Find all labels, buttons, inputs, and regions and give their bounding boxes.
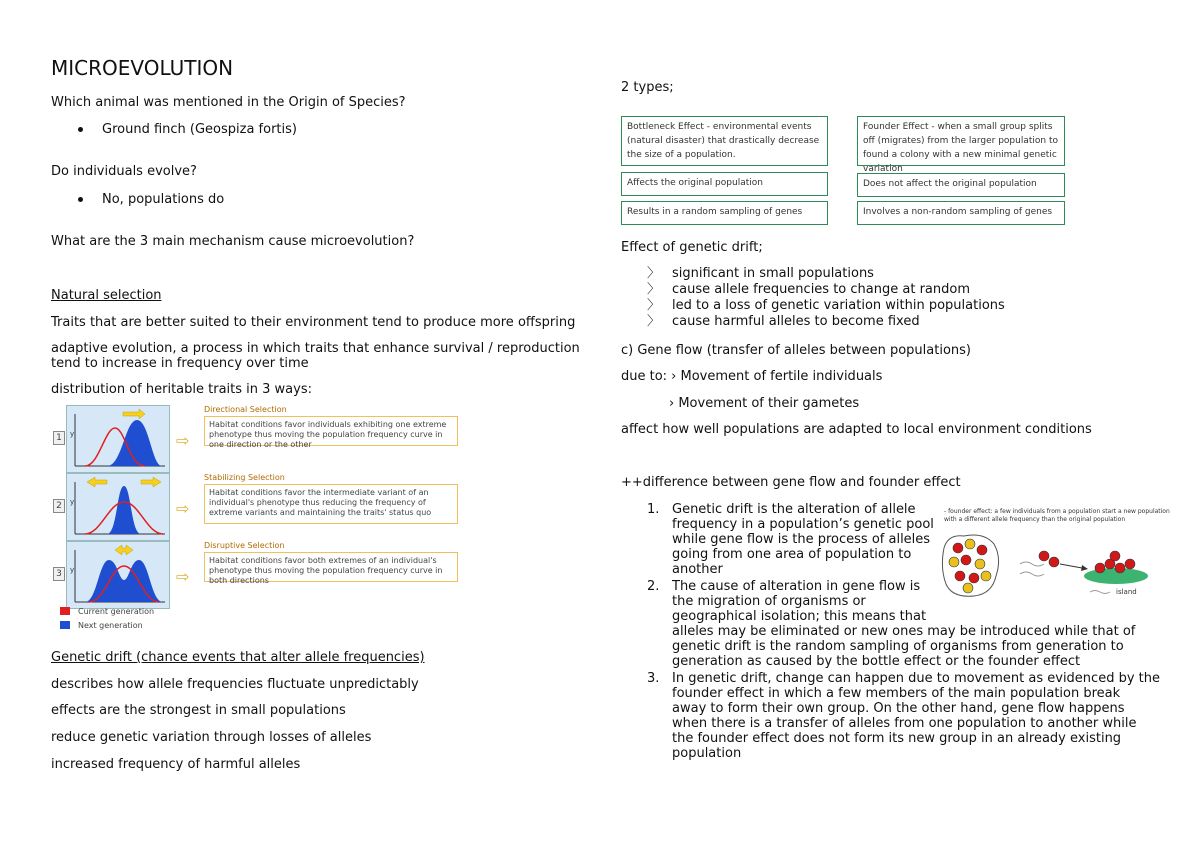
two-types-label: 2 types; xyxy=(621,80,674,95)
row-number: 2 xyxy=(53,499,65,513)
row-number: 3 xyxy=(53,567,65,581)
list-number-3: 3. xyxy=(647,671,660,686)
answer-origin-species: Ground finch (Geospiza fortis) xyxy=(102,122,297,137)
y-axis-label: y xyxy=(70,566,75,574)
difference-item-1: Genetic drift is the alteration of allele frequency in a population’s genetic pool while gene flow is the process of alleles going from one area of population to another xyxy=(672,502,934,577)
bullet-dot-icon xyxy=(78,127,83,132)
difference-item-3: In genetic drift, change can happen due to movement as evidenced by the founder effect in which a few members of the main population break away to form their own group. On the other hand, gene flow happens when there is a transfer of alleles from one population to another while the founder effect does not form its new group in an already existing population xyxy=(672,671,1160,761)
genetic-drift-text-3: reduce genetic variation through losses of alleles xyxy=(51,730,372,745)
chevron-right-icon: 〉 xyxy=(647,314,661,329)
y-axis-label: y xyxy=(70,430,75,438)
directional-description: Habitat conditions favor individuals exhibiting one extreme phenotype thus moving the population frequency curve in one direction or the other xyxy=(204,416,458,446)
list-number-1: 1. xyxy=(647,502,660,517)
hollow-arrow-icon: ⇨ xyxy=(176,567,190,586)
effect-item-2: cause allele frequencies to change at random xyxy=(672,282,970,297)
effect-item-4: cause harmful alleles to become fixed xyxy=(672,314,920,329)
natural-selection-heading: Natural selection xyxy=(51,288,162,303)
answer-individuals-evolve: No, populations do xyxy=(102,192,225,207)
founder-results-box: Involves a non-random sampling of genes xyxy=(857,201,1065,225)
genetic-drift-text-2: effects are the strongest in small populations xyxy=(51,703,346,718)
disruptive-description: Habitat conditions favor both extremes of an individual's phenotype thus moving the population frequency curve in both directions xyxy=(204,552,458,582)
difference-heading: ++difference between gene flow and founder effect xyxy=(621,475,961,490)
hollow-arrow-icon: ⇨ xyxy=(176,431,190,450)
disruptive-plot xyxy=(66,541,170,609)
stabilizing-description: Habitat conditions favor the intermediate variant of an individual's phenotype thus reducing the frequency of extreme variants and maintaining the traits' status quo xyxy=(204,484,458,524)
selection-row-directional xyxy=(50,405,462,471)
chevron-right-icon: 〉 xyxy=(647,282,661,297)
selection-row-stabilizing xyxy=(50,473,462,539)
gene-flow-due-to-2: › Movement of their gametes xyxy=(669,396,860,411)
question-mechanisms: What are the 3 main mechanism cause microevolution? xyxy=(51,234,415,249)
figure-caption-a: - founder effect: a few individuals from a population start a new population xyxy=(944,508,1170,515)
bottleneck-results-box: Results in a random sampling of genes xyxy=(621,201,828,225)
selection-row-disruptive xyxy=(50,541,462,607)
page-title: MICROEVOLUTION xyxy=(51,56,234,80)
founder-effect-box: Founder Effect - when a small group splits off (migrates) from the larger population to found a colony with a new minimal genetic variation xyxy=(857,116,1065,166)
chevron-right-icon: 〉 xyxy=(647,298,661,313)
founder-effect-figure xyxy=(940,508,1170,600)
legend-swatch-current xyxy=(60,607,70,615)
selection-types-figure xyxy=(50,405,462,633)
difference-item-2: The cause of alteration in gene flow is the migration of organisms or geographical isolation; this means that alleles may be eliminated or new ones may be introduced while that of genetic drift is the random sampling of organisms from generation to generation as caused by the bottle effect or the founder effect xyxy=(672,579,1136,669)
directional-plot xyxy=(66,405,170,473)
genetic-drift-text-4: increased frequency of harmful alleles xyxy=(51,757,301,772)
gene-flow-due-to: due to: › Movement of fertile individuals xyxy=(621,369,883,384)
gene-flow-affect: affect how well populations are adapted to local environment conditions xyxy=(621,422,1092,437)
list-number-2: 2. xyxy=(647,579,660,594)
legend-swatch-next xyxy=(60,621,70,629)
question-individuals-evolve: Do individuals evolve? xyxy=(51,164,197,179)
natural-selection-text-2b: tend to increase in frequency over time xyxy=(51,356,309,371)
question-origin-species: Which animal was mentioned in the Origin of Species? xyxy=(51,95,406,110)
gene-flow-heading: c) Gene flow (transfer of alleles between populations) xyxy=(621,343,971,358)
chevron-right-icon: 〉 xyxy=(647,266,661,281)
genetic-drift-heading: Genetic drift (chance events that alter allele frequencies) xyxy=(51,650,425,665)
natural-selection-text-3: distribution of heritable traits in 3 ways: xyxy=(51,382,312,397)
figure-caption-b: with a different allele frequency than the original population xyxy=(944,516,1126,523)
effect-item-3: led to a loss of genetic variation within populations xyxy=(672,298,1005,313)
genetic-drift-text-1: describes how allele frequencies fluctuate unpredictably xyxy=(51,677,419,692)
founder-affects-box: Does not affect the original population xyxy=(857,173,1065,197)
hollow-arrow-icon: ⇨ xyxy=(176,499,190,518)
bottleneck-affects-box: Affects the original population xyxy=(621,172,828,196)
directional-heading: Directional Selection xyxy=(204,405,287,414)
natural-selection-text-2a: adaptive evolution, a process in which traits that enhance survival / reproduction xyxy=(51,341,580,356)
disruptive-heading: Disruptive Selection xyxy=(204,541,285,550)
effect-item-1: significant in small populations xyxy=(672,266,874,281)
stabilizing-plot xyxy=(66,473,170,541)
effect-heading: Effect of genetic drift; xyxy=(621,240,763,255)
bottleneck-effect-box: Bottleneck Effect - environmental events (natural disaster) that drastically decrease the size of a population. xyxy=(621,116,828,166)
bullet-dot-icon xyxy=(78,197,83,202)
row-number: 1 xyxy=(53,431,65,445)
stabilizing-heading: Stabilizing Selection xyxy=(204,473,285,482)
legend-next-generation: Next generation xyxy=(78,621,143,630)
island-label: island xyxy=(1116,588,1137,596)
legend-current-generation: Current generation xyxy=(78,607,155,616)
y-axis-label: y xyxy=(70,498,75,506)
natural-selection-text-1: Traits that are better suited to their environment tend to produce more offspring xyxy=(51,315,576,330)
